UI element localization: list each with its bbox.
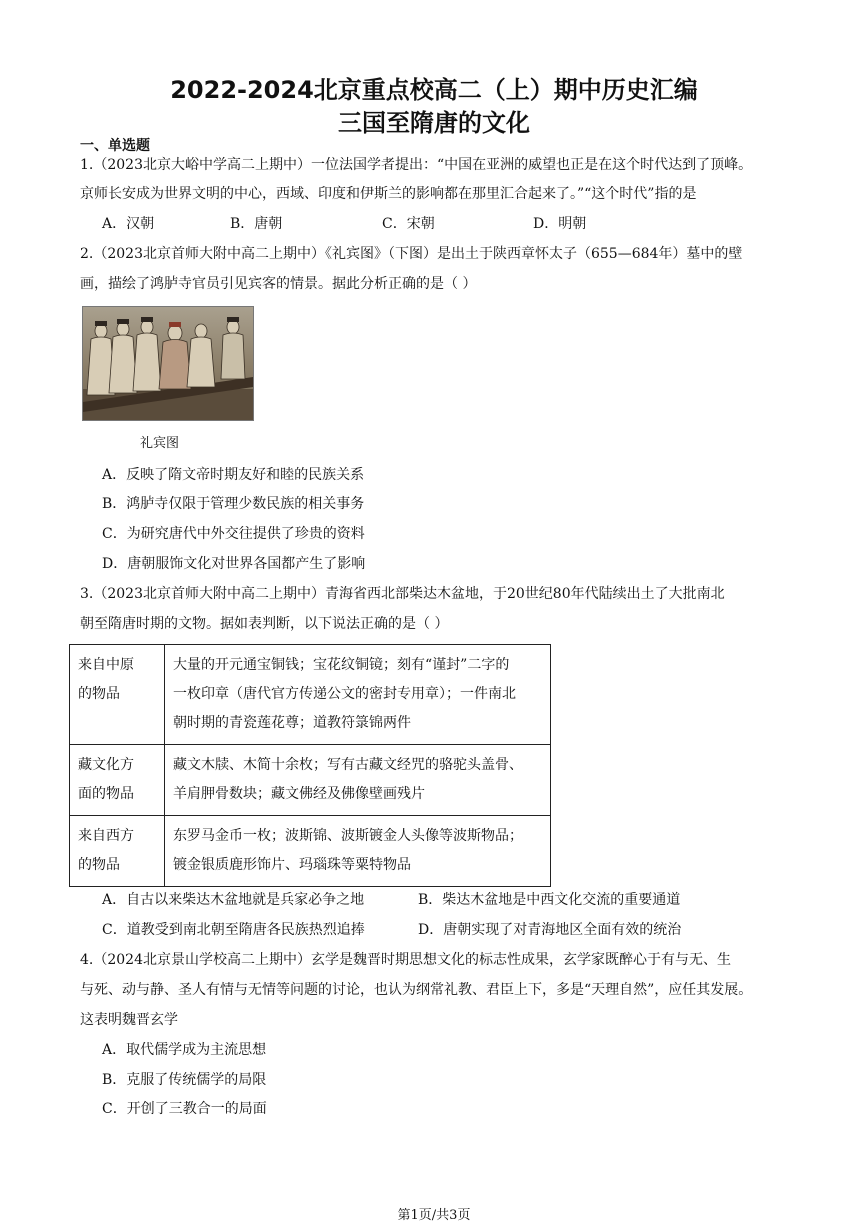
q3-option-b: B．柴达木盆地是中西文化交流的重要通道 [418, 892, 681, 908]
q2-stem-line2: 画，描绘了鸿胪寺官员引见宾客的情景。据此分析正确的是（ ） [80, 276, 477, 292]
q2-option-a: A．反映了隋文帝时期友好和睦的民族关系 [102, 467, 365, 483]
section-heading: 一、单选题 [80, 138, 150, 154]
row-category: 来自中原 的物品 [70, 645, 165, 745]
q1-option-d: D．明朝 [533, 216, 587, 232]
page-footer: 第1页/共3页 [397, 1208, 471, 1223]
q1-stem-line2: 京师长安成为世界文明的中心，西域、印度和伊斯兰的影响都在那里汇合起来了。”“这个时代”指的是 [80, 186, 697, 202]
q1-option-a: A．汉朝 [102, 216, 155, 232]
relics-table [69, 644, 551, 887]
table-row [70, 816, 551, 887]
table-row [70, 645, 551, 745]
q2-option-b: B．鸿胪寺仅限于管理少数民族的相关事务 [102, 496, 365, 512]
row-category: 藏文化方 面的物品 [70, 745, 165, 816]
row-category: 来自西方 的物品 [70, 816, 165, 887]
q2-option-d: D．唐朝服饰文化对世界各国都产生了影响 [102, 556, 366, 572]
q1-option-c: C．宋朝 [382, 216, 435, 232]
q4-option-b: B．克服了传统儒学的局限 [102, 1072, 267, 1088]
q3-option-c: C．道教受到南北朝至隋唐各民族热烈追捧 [102, 922, 365, 938]
q1-stem-line1: 1.（2023北京大峪中学高二上期中）一位法国学者提出：“中国在亚洲的威望也正是在这个时代达到了顶峰。 [80, 157, 753, 173]
row-items: 藏文木牍、木简十余枚；写有古藏文经咒的骆驼头盖骨、 羊肩胛骨数块；藏文佛经及佛像壁画残片 [165, 745, 551, 816]
q2-stem-line1: 2.（2023北京首师大附中高二上期中）《礼宾图》（下图）是出土于陕西章怀太子（655—684年）墓中的壁 [80, 246, 743, 262]
q4-stem-line2: 与死、动与静、圣人有情与无情等问题的讨论，也认为纲常礼教、君臣上下，多是“天理自然”，应任其发展。 [80, 982, 753, 998]
q2-option-c: C．为研究唐代中外交往提供了珍贵的资料 [102, 526, 365, 542]
figure-caption: 礼宾图 [140, 436, 180, 451]
table-row [70, 745, 551, 816]
q3-stem-line1: 3.（2023北京首师大附中高二上期中）青海省西北部柴达木盆地，于20世纪80年代陆续出土了大批南北 [80, 586, 725, 602]
q4-stem-line3: 这表明魏晋玄学 [80, 1012, 178, 1028]
mural-illustration [83, 307, 253, 420]
q4-option-c: C．开创了三教合一的局面 [102, 1101, 267, 1117]
q4-stem-line1: 4.（2024北京景山学校高二上期中）玄学是魏晋时期思想文化的标志性成果，玄学家既醉心于有与无、生 [80, 952, 731, 968]
q1-option-b: B．唐朝 [230, 216, 283, 232]
row-items: 东罗马金币一枚；波斯锦、波斯镀金人头像等波斯物品； 镀金银质鹿形饰片、玛瑙珠等粟特物品 [165, 816, 551, 887]
q4-option-a: A．取代儒学成为主流思想 [102, 1042, 267, 1058]
doc-title-line1: 2022-2024北京重点校高二（上）期中历史汇编 [170, 76, 698, 104]
q3-option-d: D．唐朝实现了对青海地区全面有效的统治 [418, 922, 682, 938]
q3-option-a: A．自古以来柴达木盆地就是兵家必争之地 [102, 892, 365, 908]
row-items: 大量的开元通宝铜钱；宝花纹铜镜；刻有“谨封”二字的 一枚印章（唐代官方传递公文的密封专用章）；一件南北 朝时期的青瓷莲花尊；道教符箓锦两件 [165, 645, 551, 745]
doc-title-line2: 三国至隋唐的文化 [338, 109, 530, 137]
q3-stem-line2: 朝至隋唐时期的文物。据如表判断，以下说法正确的是（ ） [80, 616, 449, 632]
mural-image [82, 306, 254, 421]
